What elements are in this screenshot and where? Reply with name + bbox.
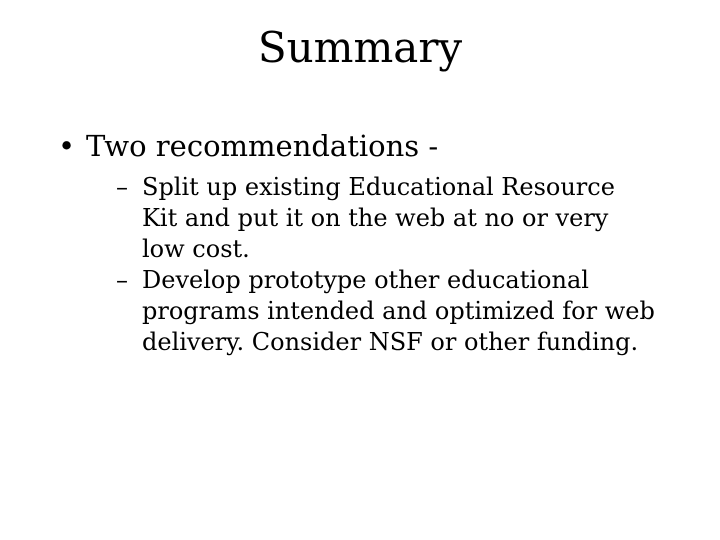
sub-bullet-1-line-1: Split up existing Educational Resource [142, 173, 615, 201]
sub-bullet-2-line-3: delivery. Consider NSF or other funding. [142, 328, 639, 356]
dash-marker: – [116, 173, 128, 201]
sub-bullet-1 [116, 172, 676, 265]
main-bullet [58, 126, 438, 166]
slide-title: Summary [257, 23, 463, 72]
bullet-marker: • [58, 129, 76, 163]
sub-bullet-2-line-1: Develop prototype other educational [142, 266, 589, 294]
sub-bullet-1-line-3: low cost. [142, 235, 250, 263]
sub-bullet-2-line-2: programs intended and optimized for web [142, 297, 655, 325]
sub-bullet-list [116, 172, 676, 358]
dash-marker: – [116, 266, 128, 294]
sub-bullet-1-line-2: Kit and put it on the web at no or very [142, 204, 609, 232]
main-bullet-text: Two recommendations - [86, 129, 439, 163]
sub-bullet-2 [116, 265, 676, 358]
